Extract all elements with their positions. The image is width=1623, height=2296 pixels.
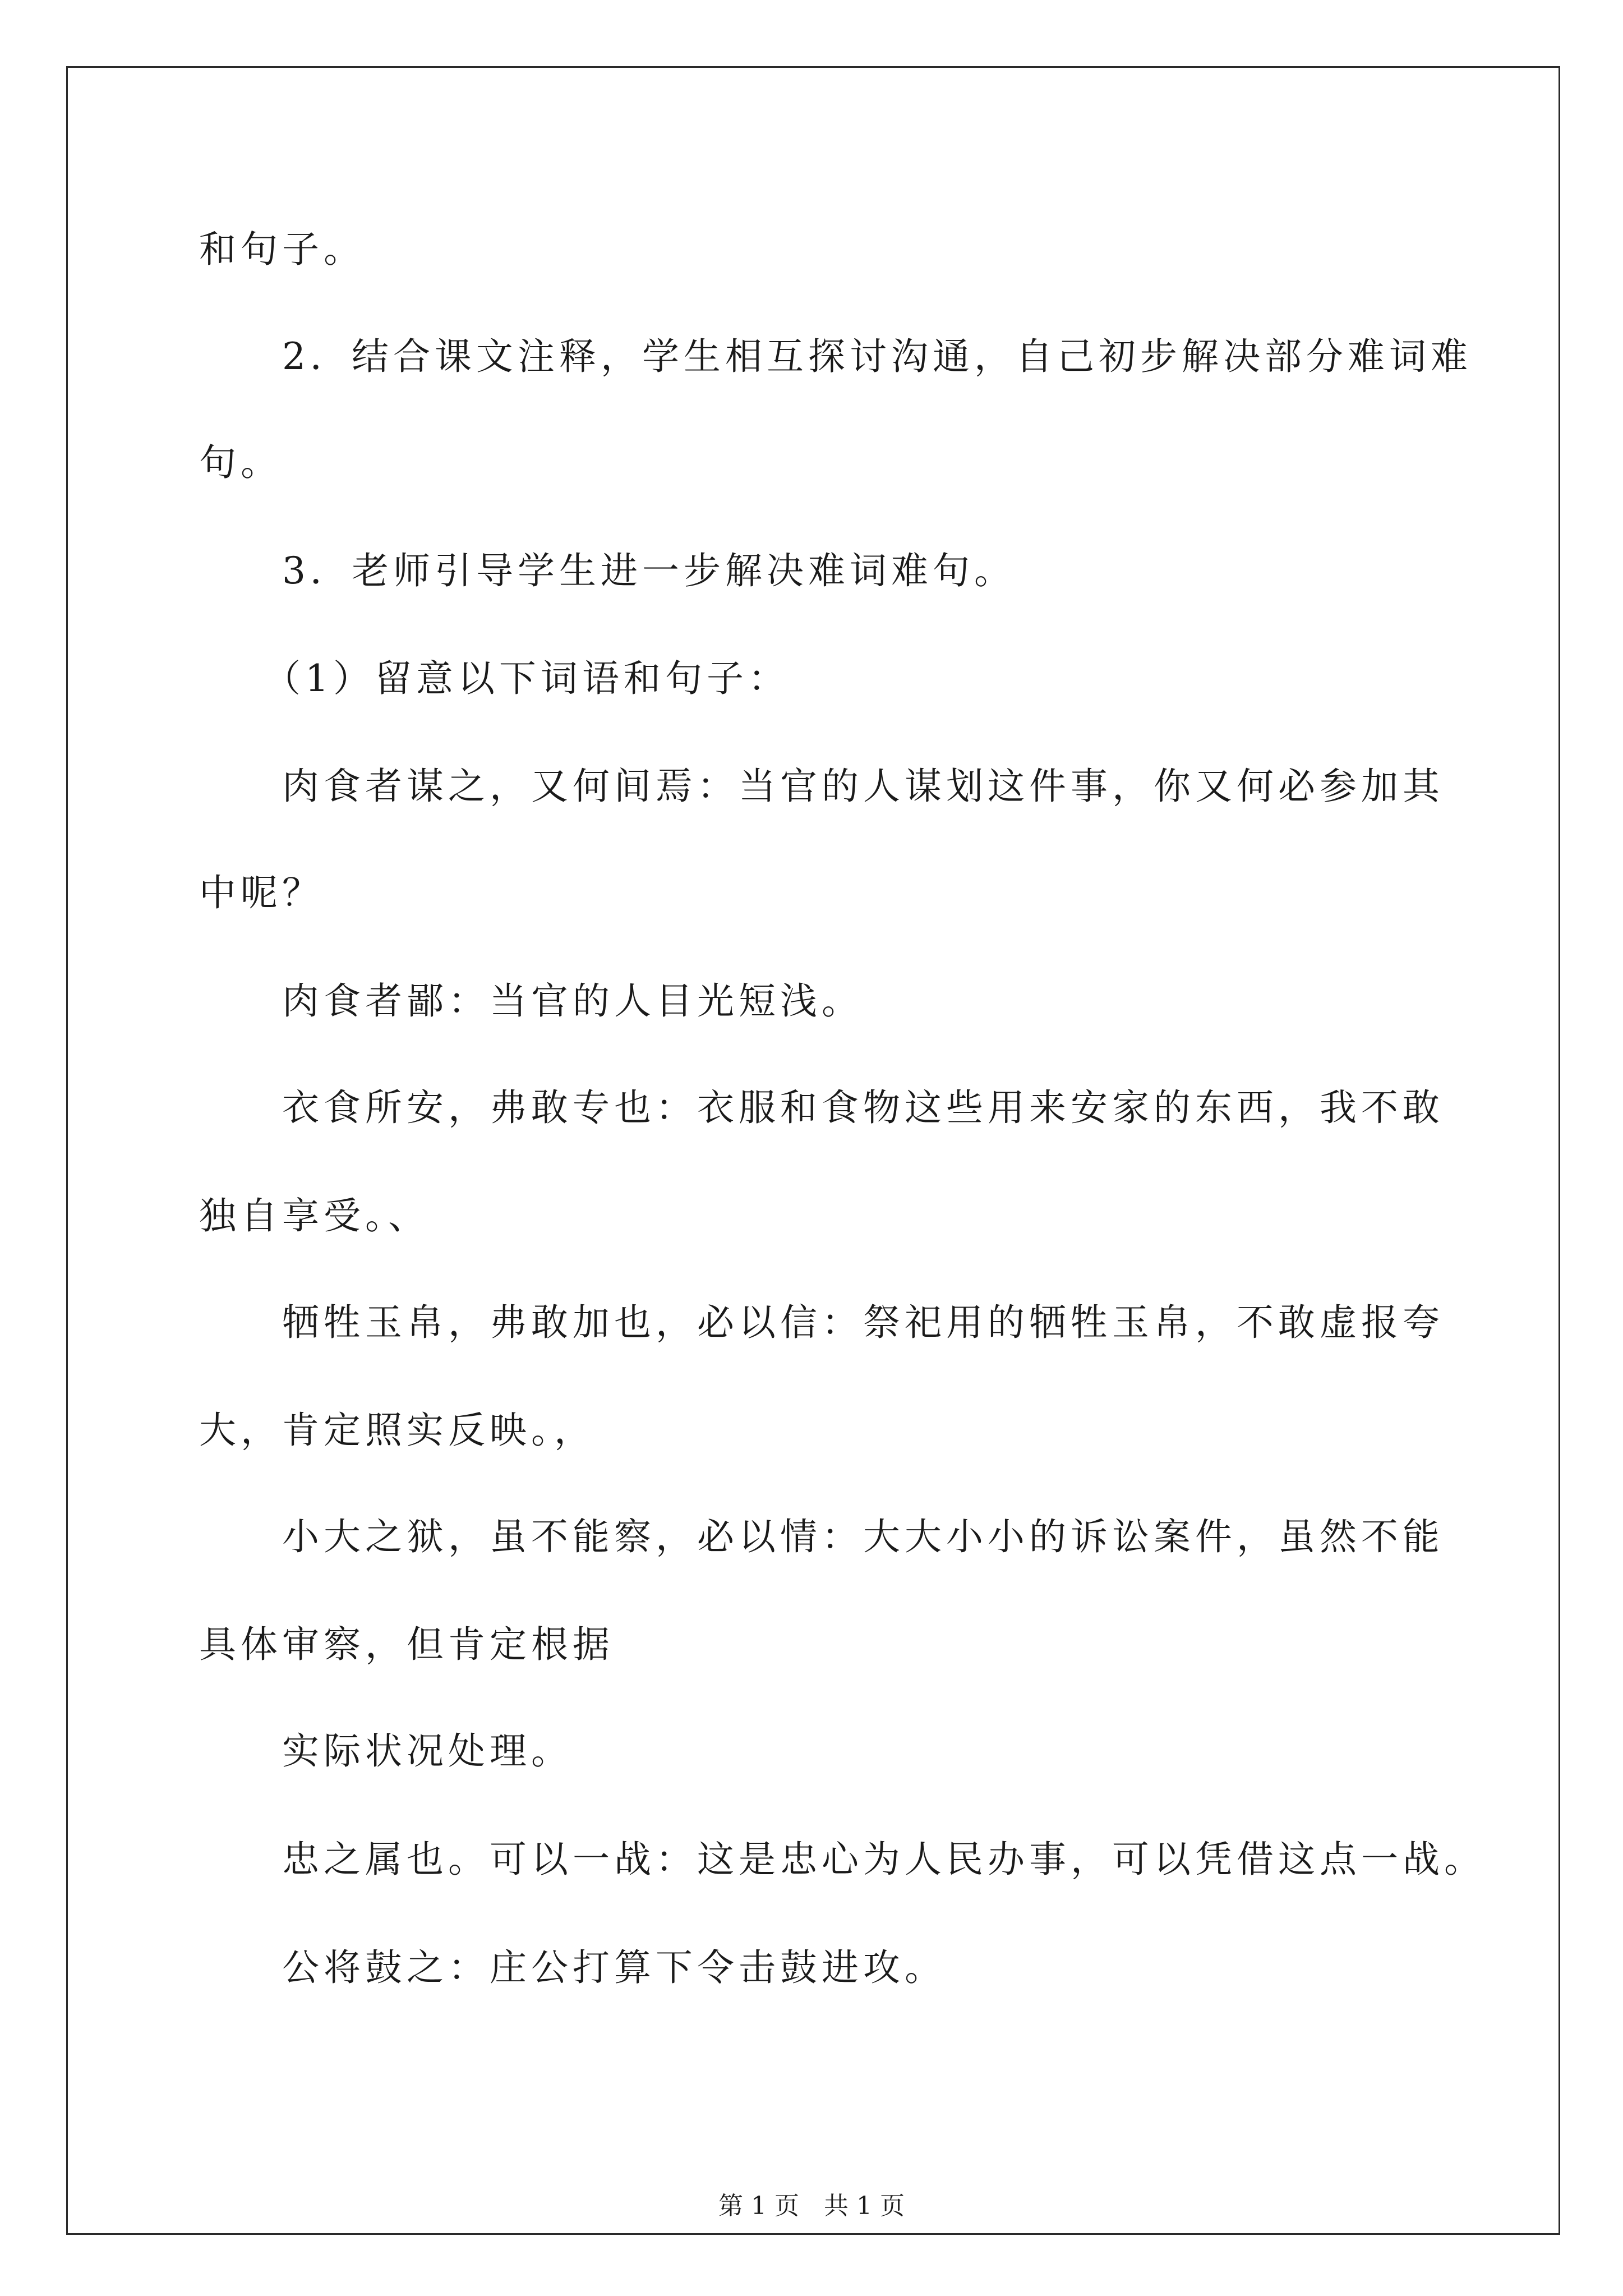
text-line: 和句子。 (199, 228, 365, 271)
text-line: 大，肯定照实反映。， (199, 1409, 596, 1452)
text-line: 衣食所安，弗敢专也：衣服和食物这些用来安家的东西，我不敢 (199, 1086, 1444, 1129)
page-border (66, 66, 1560, 2235)
text-line: 肉食者谋之，又何间焉：当官的人谋划这件事，你又何必参加其 (199, 765, 1444, 808)
text-line: 3．老师引导学生进一步解决难词难句。 (199, 549, 1016, 592)
text-line: 中呢？ (199, 871, 324, 914)
text-line: 肉食者鄙：当官的人目光短浅。 (199, 979, 863, 1023)
text-line: 具体审察，但肯定根据 (199, 1623, 614, 1666)
text-line: 实际状况处理。 (199, 1729, 573, 1773)
text-line: 牺牲玉帛，弗敢加也，必以信：祭祀用的牺牲玉帛，不敢虚报夸 (199, 1301, 1444, 1344)
text-line: 忠之属也。可以一战：这是忠心为人民办事，可以凭借这点一战。 (199, 1838, 1486, 1881)
text-line: 句。 (199, 441, 282, 484)
text-line: （1）留意以下词语和句子： (199, 657, 790, 700)
text-line: 公将鼓之：庄公打算下令击鼓进攻。 (199, 1946, 946, 1989)
text-line: 小大之狱，虽不能察，必以情：大大小小的诉讼案件，虽然不能 (199, 1515, 1444, 1558)
page-footer: 第 1 页 共 1 页 (718, 2192, 905, 2220)
text-line: 独自享受。、 (199, 1194, 430, 1237)
text-line: 2．结合课文注释，学生相互探讨沟通，自己初步解决部分难词难 (199, 335, 1472, 378)
